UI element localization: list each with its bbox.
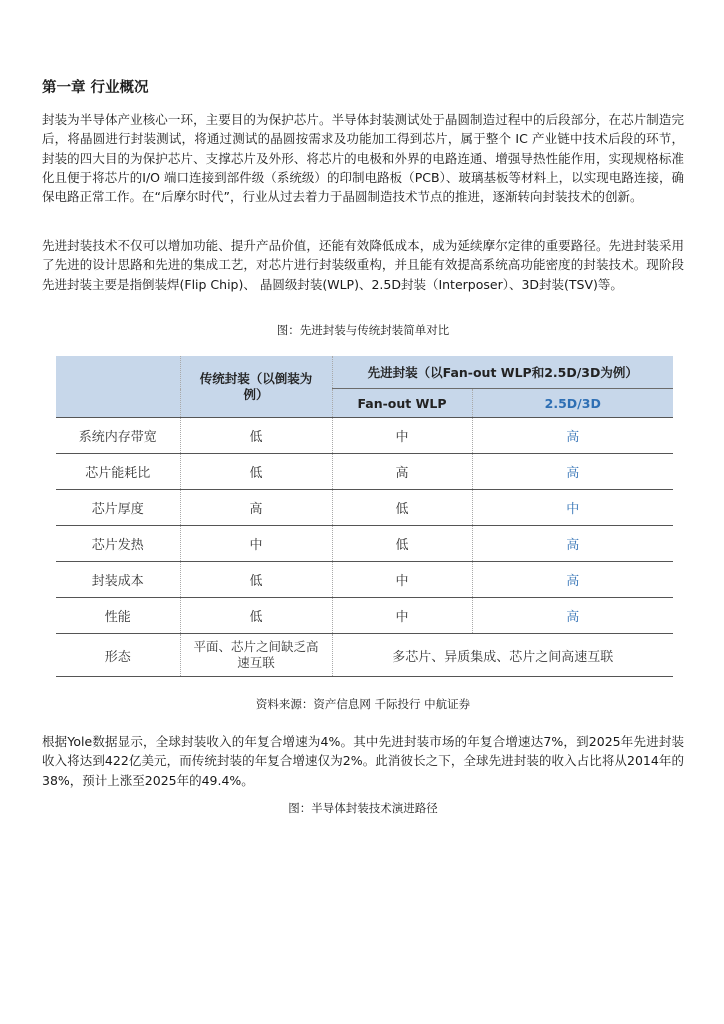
header-traditional: 传统封装（以倒装为例）: [180, 356, 332, 418]
d25-cell: 高: [472, 598, 673, 634]
fanout-cell: 高: [332, 454, 472, 490]
table-row: [56, 598, 673, 634]
chapter-title: 第一章 行业概况: [42, 80, 149, 96]
traditional-cell: 低: [180, 418, 332, 454]
d25-cell: 高: [472, 418, 673, 454]
fanout-cell: 低: [332, 490, 472, 526]
traditional-cell: 低: [180, 454, 332, 490]
metric-cell: 形态: [56, 634, 180, 677]
comparison-table-figure: [56, 356, 673, 678]
figure-caption-comparison: 图：先进封装与传统封装简单对比: [276, 323, 450, 337]
table-header-row: [56, 356, 673, 389]
metric-cell: 芯片能耗比: [56, 454, 180, 490]
table-row: [56, 490, 673, 526]
header-25d3d: 2.5D/3D: [472, 389, 673, 418]
advanced-packaging-paragraph: 先进封装技术不仅可以增加功能、提升产品价值，还能有效降低成本，成为延续摩尔定律的重要路径。先进封装采用了先进的设计思路和先进的集成工艺，对芯片进行封装级重构，并且能有效提高系统高功能密度的封装技术。现阶段先进封装主要是指倒装焊(Flip Chip)、 晶圆级封装(WLP)、2.5D封装（Interposer）、3D封装(TSV)等。: [42, 238, 684, 292]
metric-cell: 芯片厚度: [56, 490, 180, 526]
market-data-paragraph: 根据Yole数据显示，全球封装收入的年复合增速为4%。其中先进封装市场的年复合增速达7%，到2025年先进封装收入将达到422亿美元，而传统封装的年复合增速仅为2%。此消彼长之下，全球先进封装的收入占比将从2014年的38%，预计上涨至2025年的49.4%。: [42, 734, 684, 788]
fanout-cell: 中: [332, 562, 472, 598]
header-fanout: Fan-out WLP: [332, 389, 472, 418]
d25-cell: 中: [472, 490, 673, 526]
d25-cell: 高: [472, 526, 673, 562]
header-advanced: 先进封装（以Fan-out WLP和2.5D/3D为例）: [332, 356, 673, 389]
traditional-cell: 低: [180, 562, 332, 598]
traditional-cell: 高: [180, 490, 332, 526]
metric-cell: 性能: [56, 598, 180, 634]
traditional-cell: 低: [180, 598, 332, 634]
fanout-cell: 中: [332, 418, 472, 454]
form-advanced-cell: 多芯片、异质集成、芯片之间高速互联: [332, 634, 673, 677]
source-note: 资料来源：资产信息网 千际投行 中航证券: [255, 697, 471, 711]
table-row: [56, 454, 673, 490]
intro-paragraph: 封装为半导体产业核心一环，主要目的为保护芯片。半导体封装测试处于晶圆制造过程中的后段部分，在芯片制造完后，将晶圆进行封装测试，将通过测试的晶圆按需求及功能加工得到芯片，属于整个 IC 产业链中技术后段的环节，封装的四大目的为保护芯片、支撑芯片及外形、将芯片的电极和外界的电路连通、增强导热性能作用，实现规格标准化且便于将芯片的I/O 端口连接到部件级（系统级）的印制电路板（PCB）、玻璃基板等材料上，以实现电路连接，确保电路正常工作。在“后摩尔时代”，行业从过去着力于晶圆制造技术节点的推进，逐渐转向封装技术的创新。: [42, 112, 684, 205]
d25-cell: 高: [472, 454, 673, 490]
metric-cell: 芯片发热: [56, 526, 180, 562]
figure-caption-evolution: 图：半导体封装技术演进路径: [288, 801, 438, 815]
table-row: [56, 562, 673, 598]
traditional-cell: 中: [180, 526, 332, 562]
d25-cell: 高: [472, 562, 673, 598]
table-row: [56, 418, 673, 454]
metric-cell: 系统内存带宽: [56, 418, 180, 454]
form-traditional-cell: 平面、芯片之间缺乏高速互联: [180, 634, 332, 677]
fanout-cell: 低: [332, 526, 472, 562]
table-row: [56, 526, 673, 562]
table-row-form: [56, 634, 673, 677]
fanout-cell: 中: [332, 598, 472, 634]
metric-cell: 封装成本: [56, 562, 180, 598]
comparison-table: [56, 356, 673, 677]
header-empty-cell: [56, 356, 180, 418]
